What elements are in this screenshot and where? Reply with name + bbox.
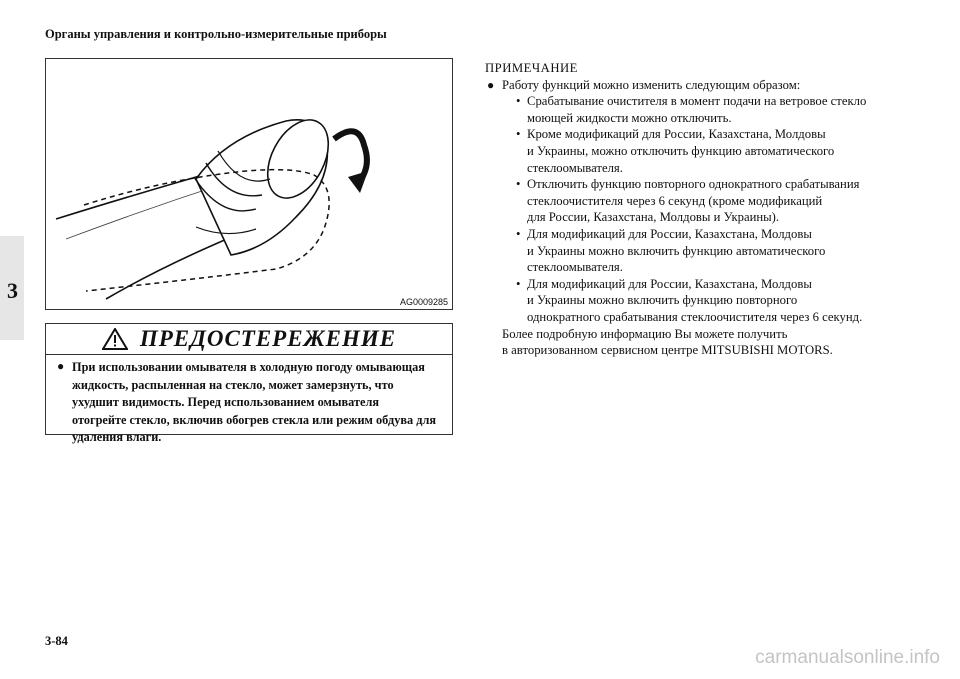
list-item [485, 176, 925, 226]
warning-line: жидкость, распыленная на стекло, может замерзнуть, что [72, 377, 394, 392]
list-item-line: моющей жидкости можно отключить. [527, 110, 732, 125]
list-item-line: стеклоомывателя. [527, 160, 623, 175]
dot-icon: • [516, 94, 521, 109]
list-item [485, 93, 925, 126]
list-item-line: однократного срабатывания стеклоочистителя через 6 секунд. [527, 309, 863, 324]
list-item [485, 276, 925, 326]
bullet-icon: ● [57, 359, 65, 373]
note-footer-line: в авторизованном сервисном центре MITSUBISHI MOTORS. [502, 343, 833, 358]
page-number: 3-84 [45, 634, 68, 648]
note-footer-line: Более подробную информацию Вы можете получить [502, 326, 788, 341]
list-item-line: Кроме модификаций для России, Казахстана, Молдовы [527, 127, 826, 142]
warning-header [46, 324, 452, 355]
list-item [485, 126, 925, 176]
dot-icon: • [516, 226, 521, 241]
warning-text [46, 355, 452, 447]
list-item-line: Для модификаций для России, Казахстана, Молдовы [527, 226, 812, 241]
warning-title: ПРЕДОСТЕРЕЖЕНИЕ [139, 326, 397, 351]
page-header: Органы управления и контрольно-измерительные приборы [45, 27, 387, 41]
warning-line: отогрейте стекло, включив обогрев стекла или режим обдува для [72, 412, 437, 427]
chapter-number: 3 [7, 278, 18, 303]
dot-icon: • [516, 177, 521, 192]
warning-triangle-icon [102, 328, 128, 350]
list-item-line: и Украины можно включить функцию автоматического [527, 243, 826, 258]
list-item-line: Срабатывание очистителя в момент подачи на ветровое стекло [527, 94, 867, 109]
list-item-line: Для модификаций для России, Казахстана, Молдовы [527, 276, 812, 291]
wiper-lever-figure [45, 58, 453, 310]
dot-icon: • [516, 276, 521, 291]
bullet-icon: ● [487, 77, 495, 92]
note-footer [485, 326, 925, 359]
warning-line: удаления влаги. [72, 430, 162, 444]
wiper-lever-illustration [46, 59, 452, 309]
warning-box [45, 323, 453, 444]
list-item-line: для России, Казахстана, Молдовы и Украины). [527, 210, 780, 225]
warning-line: ухудшит видимость. Перед использованием омывателя [72, 395, 380, 409]
list-item-line: и Украины, можно отключить функцию автоматического [527, 143, 835, 158]
note-title: ПРИМЕЧАНИЕ [485, 61, 578, 75]
warning-line: При использовании омывателя в холодную погоду омывающая [72, 360, 425, 374]
watermark: carmanualsonline.info [755, 647, 940, 668]
list-item [485, 226, 925, 276]
note-list [485, 93, 925, 325]
figure-code: AG0009285 [399, 297, 448, 307]
dot-icon: • [516, 127, 521, 142]
note-section [485, 60, 925, 359]
list-item-line: и Украины можно включить функцию повторного [527, 293, 798, 308]
note-intro [485, 77, 925, 94]
list-item-line: стеклоочистителя через 6 секунд (кроме модификаций [527, 193, 823, 208]
list-item-line: Отключить функцию повторного однократного срабатывания [527, 177, 860, 192]
note-intro-text: Работу функций можно изменить следующим образом: [502, 77, 801, 92]
list-item-line: стеклоомывателя. [527, 260, 623, 275]
